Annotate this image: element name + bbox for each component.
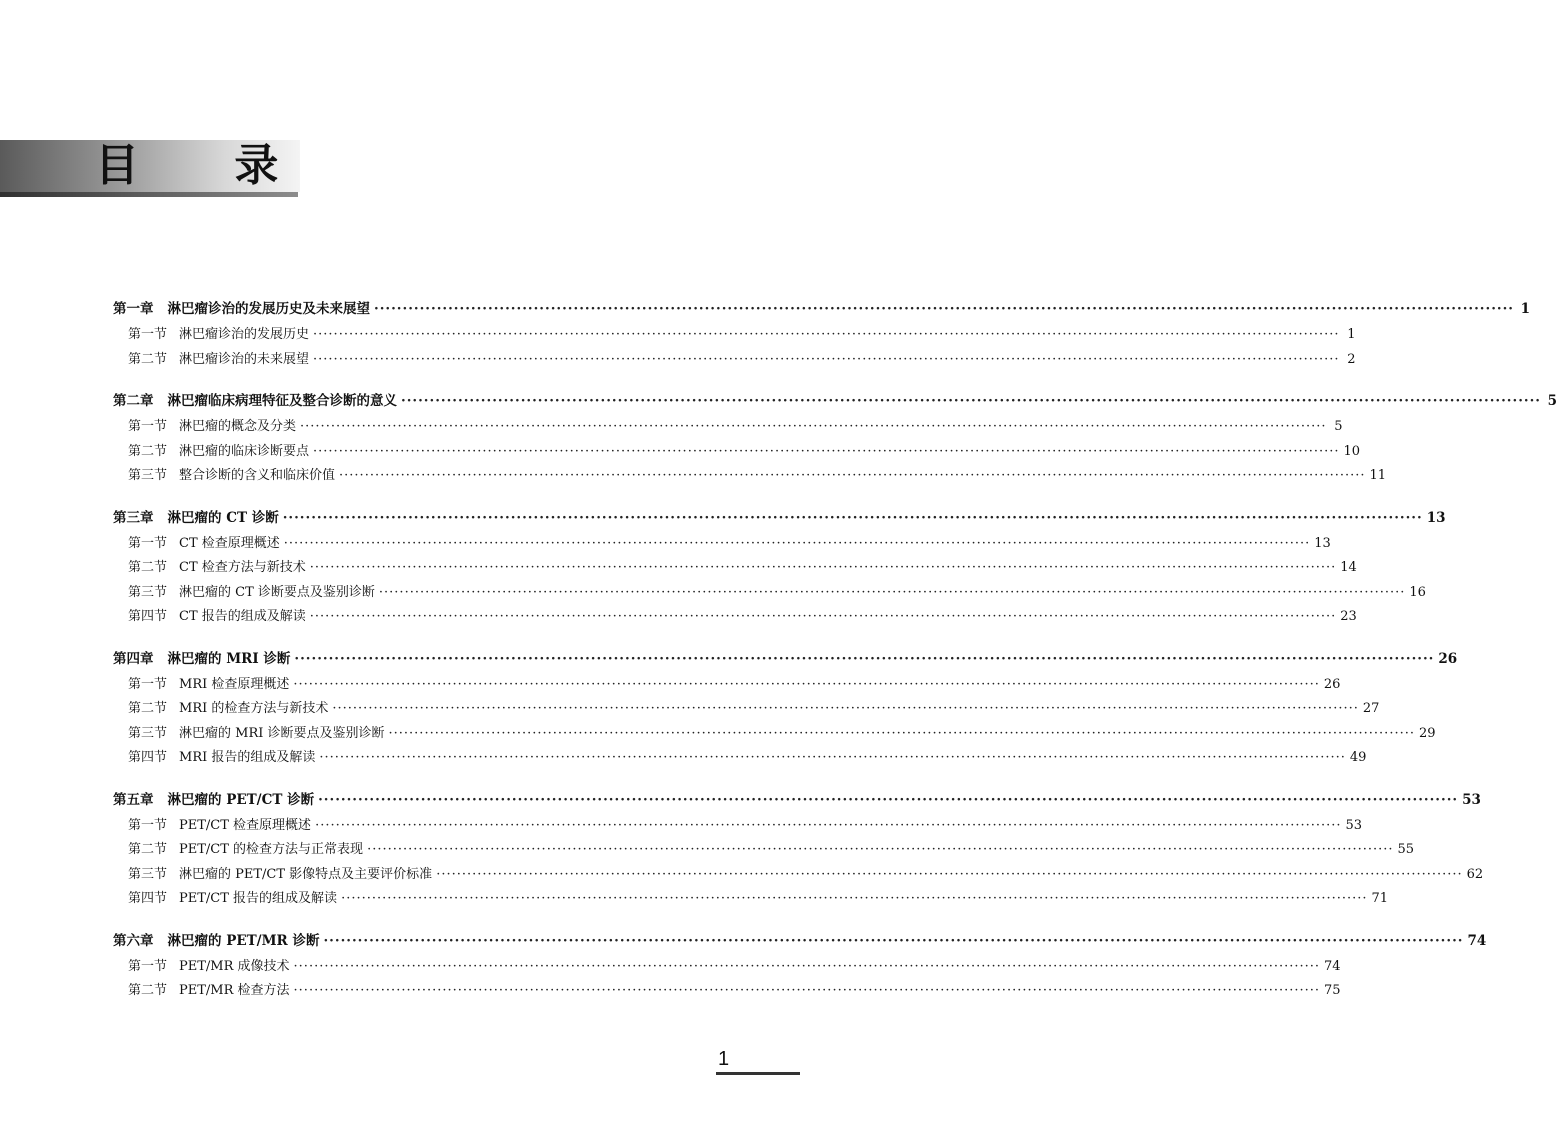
section-page: 13	[1314, 535, 1331, 551]
section-title: CT 报告的组成及解读	[179, 609, 306, 624]
section-number: 第三节	[128, 584, 168, 600]
section-entry[interactable]	[113, 415, 1343, 440]
section-page: 5	[1334, 419, 1343, 434]
section-entry[interactable]	[113, 556, 1357, 581]
section-page: 75	[1324, 983, 1341, 998]
dot-leader: ········································································································································································································	[318, 791, 1459, 808]
section-number: 第二节	[128, 983, 168, 998]
section-page: 16	[1409, 584, 1426, 600]
chapter-block	[113, 297, 1530, 372]
dot-leader: ········································································································································································································	[309, 560, 1337, 575]
section-title: 淋巴瘤的临床诊断要点	[179, 443, 310, 459]
section-title: CT 检查方法与新技术	[179, 560, 306, 575]
dot-leader: ········································································································································································································	[341, 891, 1368, 906]
section-title: MRI 报告的组成及解读	[179, 750, 316, 765]
section-number: 第一节	[128, 958, 168, 974]
page-number: 1	[718, 1048, 730, 1070]
dot-leader: ········································································································································································································	[313, 327, 1340, 342]
section-number: 第一节	[128, 817, 168, 833]
section-number: 第一节	[128, 676, 168, 692]
section-title: PET/CT 报告的组成及解读	[179, 891, 338, 906]
section-number: 第四节	[128, 891, 168, 906]
dot-leader: ········································································································································································································	[294, 650, 1435, 667]
chapter-number: 第二章	[113, 393, 154, 409]
section-title: CT 检查原理概述	[179, 535, 280, 551]
chapter-title: 淋巴瘤的 MRI 诊断	[167, 650, 291, 667]
dot-leader: ········································································································································································································	[293, 676, 1320, 692]
section-entry[interactable]	[113, 955, 1341, 980]
section-title: 淋巴瘤诊治的发展历史	[179, 327, 310, 342]
section-page: 23	[1340, 609, 1357, 624]
section-number: 第二节	[128, 351, 168, 367]
dot-leader: ········································································································································································································	[313, 443, 1340, 459]
chapter-number: 第五章	[113, 791, 154, 808]
section-number: 第一节	[128, 327, 168, 342]
section-entry[interactable]	[113, 673, 1341, 698]
chapter-block	[113, 389, 1557, 489]
chapter-number: 第四章	[113, 650, 154, 667]
dot-leader: ········································································································································································································	[309, 609, 1337, 624]
section-entry[interactable]	[113, 348, 1356, 373]
chapter-block	[113, 788, 1484, 912]
section-page: 71	[1371, 891, 1389, 906]
chapter-title: 淋巴瘤诊治的发展历史及未来展望	[167, 301, 370, 317]
dot-leader: ········································································································································································································	[315, 817, 1342, 833]
chapter-block	[113, 506, 1446, 630]
section-entry[interactable]	[113, 722, 1436, 747]
chapter-entry[interactable]	[113, 788, 1481, 814]
section-title: 淋巴瘤的概念及分类	[179, 419, 297, 434]
section-title: 淋巴瘤诊治的未来展望	[179, 351, 310, 367]
section-page: 2	[1347, 351, 1356, 367]
section-page: 49	[1349, 750, 1367, 765]
chapter-number: 第三章	[113, 509, 154, 526]
dot-leader: ········································································································································································································	[401, 393, 1541, 409]
section-entry[interactable]	[113, 605, 1357, 630]
section-number: 第一节	[128, 419, 168, 434]
section-page: 74	[1324, 958, 1341, 974]
section-title: 整合诊断的含义和临床价值	[179, 468, 336, 483]
section-title: PET/MR 检查方法	[179, 983, 290, 998]
chapter-page: 5	[1547, 393, 1557, 409]
section-number: 第三节	[128, 725, 168, 741]
section-entry[interactable]	[113, 440, 1361, 465]
dot-leader: ········································································································································································································	[282, 509, 1423, 526]
section-page: 1	[1347, 327, 1356, 342]
dot-leader: ········································································································································································································	[367, 842, 1394, 857]
section-entry[interactable]	[113, 746, 1367, 771]
chapter-number: 第一章	[113, 301, 154, 317]
section-title: 淋巴瘤的 PET/CT 影像特点及主要评价标准	[179, 866, 433, 882]
dot-leader: ········································································································································································································	[332, 701, 1359, 716]
chapter-page: 13	[1426, 509, 1446, 526]
dot-leader: ········································································································································································································	[323, 932, 1464, 949]
section-number: 第三节	[128, 468, 168, 483]
dot-leader: ········································································································································································································	[283, 535, 1311, 551]
section-title: PET/MR 成像技术	[179, 958, 290, 974]
chapter-block	[113, 647, 1458, 771]
chapter-entry[interactable]	[113, 297, 1530, 323]
section-title: MRI 检查原理概述	[179, 676, 290, 692]
dot-leader: ········································································································································································································	[339, 468, 1366, 483]
section-page: 27	[1362, 701, 1380, 716]
dot-leader: ········································································································································································································	[378, 584, 1406, 600]
section-title: 淋巴瘤的 CT 诊断要点及鉴别诊断	[179, 584, 375, 600]
section-entry[interactable]	[113, 464, 1387, 489]
section-title: 淋巴瘤的 MRI 诊断要点及鉴别诊断	[179, 725, 385, 741]
chapter-entry[interactable]	[113, 929, 1487, 955]
section-number: 第三节	[128, 866, 168, 882]
section-number: 第二节	[128, 560, 168, 575]
section-number: 第四节	[128, 750, 168, 765]
section-number: 第一节	[128, 535, 168, 551]
table-of-contents	[113, 297, 1557, 1021]
section-number: 第二节	[128, 842, 168, 857]
dot-leader: ········································································································································································································	[319, 750, 1346, 765]
dot-leader: ········································································································································································································	[293, 958, 1321, 974]
section-entry[interactable]	[113, 979, 1341, 1004]
chapter-page: 1	[1520, 301, 1530, 317]
section-page: 55	[1397, 842, 1415, 857]
chapter-entry[interactable]	[113, 647, 1458, 673]
page-number-rule	[716, 1072, 800, 1075]
chapter-title: 淋巴瘤临床病理特征及整合诊断的意义	[167, 393, 397, 409]
chapter-entry[interactable]	[113, 506, 1446, 532]
dot-leader: ········································································································································································································	[374, 301, 1514, 317]
section-title: MRI 的检查方法与新技术	[179, 701, 329, 716]
chapter-entry[interactable]	[113, 389, 1557, 415]
section-title: PET/CT 检查原理概述	[179, 817, 312, 833]
section-entry[interactable]	[113, 814, 1363, 839]
section-number: 第四节	[128, 609, 168, 624]
section-page: 29	[1418, 725, 1436, 741]
chapter-page: 53	[1462, 791, 1481, 808]
section-page: 11	[1369, 468, 1387, 483]
chapter-title: 淋巴瘤的 PET/MR 诊断	[167, 932, 320, 949]
chapter-title: 淋巴瘤的 CT 诊断	[167, 509, 279, 526]
section-title: PET/CT 的检查方法与正常表现	[179, 842, 364, 857]
page-title: 目 录	[95, 140, 319, 191]
chapter-block	[113, 929, 1487, 1004]
section-number: 第二节	[128, 701, 168, 716]
dot-leader: ········································································································································································································	[300, 419, 1327, 434]
dot-leader: ········································································································································································································	[293, 983, 1321, 998]
section-page: 26	[1323, 676, 1341, 692]
section-entry[interactable]	[113, 323, 1356, 348]
section-page: 53	[1345, 817, 1363, 833]
section-page: 62	[1466, 866, 1484, 882]
dot-leader: ········································································································································································································	[313, 351, 1340, 367]
section-entry[interactable]	[113, 532, 1331, 557]
section-page: 14	[1340, 560, 1357, 575]
dot-leader: ········································································································································································································	[388, 725, 1415, 741]
section-entry[interactable]	[113, 887, 1389, 912]
section-page: 10	[1343, 443, 1361, 459]
section-entry[interactable]	[113, 581, 1426, 606]
section-entry[interactable]	[113, 863, 1484, 888]
chapter-number: 第六章	[113, 932, 154, 949]
section-entry[interactable]	[113, 838, 1415, 863]
section-number: 第二节	[128, 443, 168, 459]
chapter-title: 淋巴瘤的 PET/CT 诊断	[167, 791, 315, 808]
chapter-page: 74	[1467, 932, 1487, 949]
dot-leader: ········································································································································································································	[436, 866, 1463, 882]
chapter-page: 26	[1438, 650, 1458, 667]
section-entry[interactable]	[113, 697, 1380, 722]
